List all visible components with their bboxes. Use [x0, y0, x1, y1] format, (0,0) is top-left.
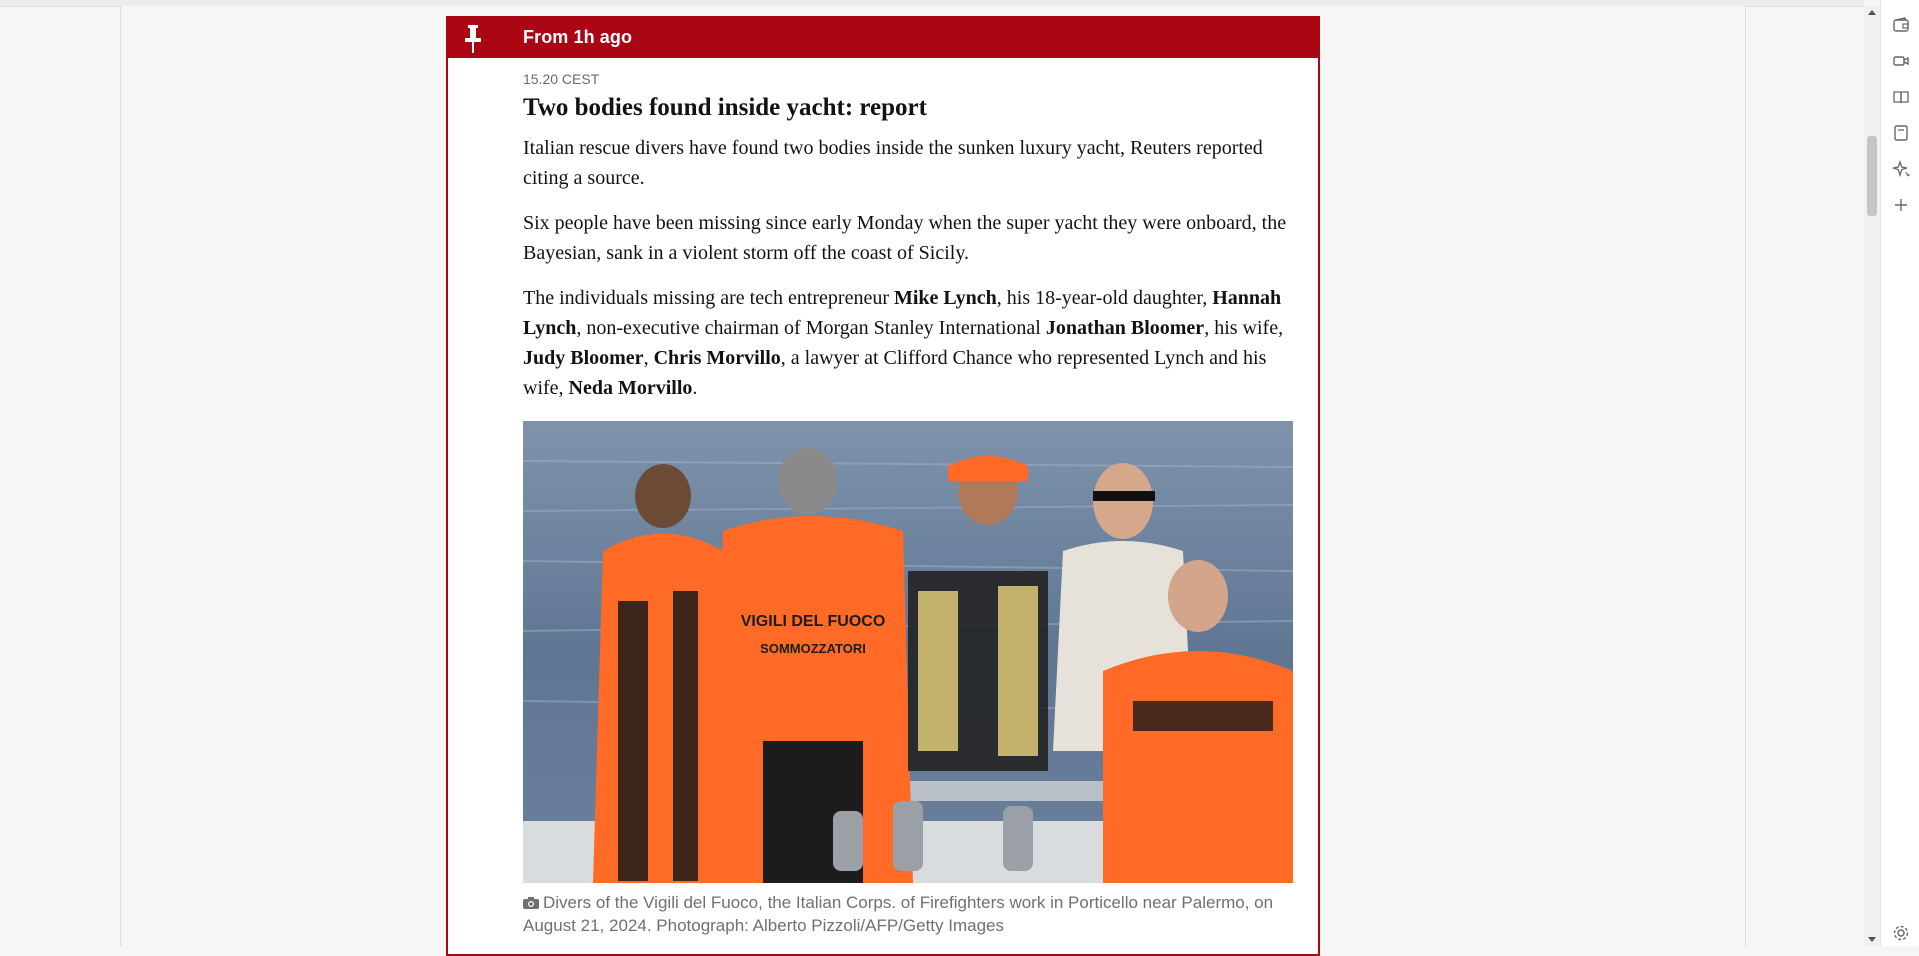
photo-illustration — [523, 421, 1293, 883]
person-name: Chris Morvillo — [653, 347, 781, 369]
bookmarks-icon[interactable] — [1892, 124, 1910, 142]
browser-sidebar — [1880, 0, 1919, 946]
person-name: Judy Bloomer — [523, 347, 644, 369]
paragraph-2: Six people have been missing since early Monday when the super yacht they were onboard, the Bayesian, sank in a violent storm off the coast of Sicily. — [523, 212, 1287, 264]
person-name: Hannah Lynch — [523, 287, 1282, 339]
paragraph-3: The individuals missing are tech entrepreneur Mike Lynch, his 18-year-old daughter, Hannah Lynch, non-executive chairman of Morgan Stanley International Jonathan Bloomer, his wife, Judy Bloomer, Chris Morvillo, a lawyer at Clifford Chance who represented Lynch and his wife, Neda Morvillo. — [523, 287, 1284, 399]
person-name: Neda Morvillo — [568, 377, 693, 399]
suit-text: SOMMOZZATORI — [760, 641, 866, 656]
wallet-icon[interactable] — [1892, 16, 1910, 34]
settings-icon[interactable] — [1892, 924, 1910, 942]
liveblog-pinned-card — [446, 16, 1320, 956]
ai-star-icon[interactable] — [1892, 160, 1910, 178]
post-content — [523, 71, 1295, 937]
page-scrollbar[interactable] — [1864, 6, 1880, 946]
person-name: Jonathan Bloomer — [1045, 317, 1205, 339]
person-name: Mike Lynch — [894, 287, 997, 309]
camera-icon — [523, 897, 539, 909]
pin-icon — [460, 24, 486, 54]
scroll-up-arrow[interactable] — [1868, 10, 1876, 15]
pinned-label: From 1h ago — [523, 27, 633, 47]
add-icon[interactable] — [1892, 196, 1910, 214]
suit-text: VIGILI DEL FUOCO — [740, 613, 886, 630]
post-headline: Two bodies found inside yacht: report — [523, 94, 927, 121]
photo-caption: Divers of the Vigili del Fuoco, the Italian Corps. of Firefighters work in Porticello near Palermo, on August 21, 2024. Photograph: Alberto Pizzoli/AFP/Getty Images — [523, 893, 1274, 935]
scroll-thumb[interactable] — [1867, 136, 1877, 216]
video-icon[interactable] — [1892, 52, 1910, 70]
reading-list-icon[interactable] — [1892, 88, 1910, 106]
post-timestamp[interactable]: 15.20 CEST — [523, 71, 600, 87]
divers-photo[interactable] — [523, 421, 1293, 883]
scroll-down-arrow[interactable] — [1868, 937, 1876, 942]
paragraph-1: Italian rescue divers have found two bodies inside the sunken luxury yacht, Reuters reported citing a source. — [523, 137, 1263, 189]
pinned-header — [448, 18, 1318, 58]
